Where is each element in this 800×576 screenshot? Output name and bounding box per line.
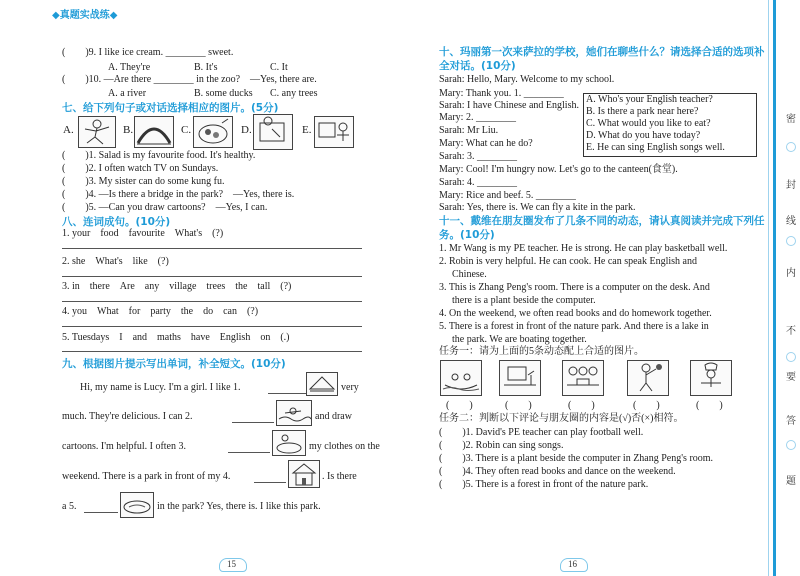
section-7-title: 七、给下列句子或对话选择相应的图片。(5分): [62, 102, 279, 114]
question-9: ( )9. I like ice cream. ________ sweet.: [62, 47, 234, 58]
blank-3[interactable]: [228, 452, 270, 453]
section-9-title: 九、根据图片提示写出单词，补全短文。(10分): [62, 358, 286, 370]
dialog-line-2: Mary: Thank you. 1. ________: [439, 88, 564, 99]
sec7-item-4: ( )4. —Is there a bridge in the park? —Yes, there is.: [62, 189, 295, 200]
dialog-line-9: Sarah: 4. ________: [439, 177, 518, 188]
blank-2[interactable]: [232, 422, 274, 423]
seal-char-8: 题: [786, 476, 796, 487]
house-picture: [288, 460, 320, 488]
sec8-item-4: 4. you What for party the do can (?): [62, 306, 259, 317]
passage-line-5a: a 5.: [62, 501, 77, 512]
post-3-cont: there is a plant beside the computer.: [452, 295, 596, 306]
post-5: 5. There is a forest in front of the nature park. And there is a lake in: [439, 321, 709, 332]
answer-line[interactable]: [62, 326, 362, 327]
seal-char-2: 封: [786, 180, 796, 191]
answer-line[interactable]: [62, 351, 362, 352]
passage-line-1b: very: [341, 382, 359, 393]
sec8-item-1: 1. your food favourite What's (?): [62, 228, 224, 239]
pic-label-a: A.: [63, 124, 74, 136]
swimming-picture: [276, 400, 312, 426]
option-b: B. Is there a park near here?: [586, 106, 699, 117]
sec8-item-2: 2. she What's like (?): [62, 256, 169, 267]
passage-line-4a: weekend. There is a park in front of my 4.: [62, 471, 231, 482]
passage-line-3b: my clothes on the: [309, 441, 380, 452]
answer-paren-1[interactable]: ( ): [446, 400, 473, 411]
blank-4[interactable]: [254, 482, 286, 483]
task2-item-3: ( )3. There is a plant beside the computer in Zhang Peng's room.: [439, 453, 714, 464]
post-2-cont: Chinese.: [452, 269, 487, 280]
task2-item-1: ( )1. David's PE teacher can play football well.: [439, 427, 644, 438]
answer-line[interactable]: [62, 248, 362, 249]
answer-paren-5[interactable]: ( ): [696, 400, 723, 411]
passage-line-1a: Hi, my name is Lucy. I'm a girl. I like 1.: [80, 382, 241, 393]
q10-option-c: C. any trees: [270, 88, 318, 99]
answer-line[interactable]: [62, 301, 362, 302]
dialog-line-3: Sarah: I have Chinese and English.: [439, 100, 579, 111]
passage-line-5b: in the park? Yes, there is. I like this park.: [157, 501, 321, 512]
pic-label-c: C.: [181, 124, 192, 136]
sec7-item-1: ( )1. Salad is my favourite food. It's healthy.: [62, 150, 256, 161]
pic-label-d: D.: [241, 124, 252, 136]
dialog-line-11: Sarah: Yes, there is. We can fly a kite in the park.: [439, 202, 636, 213]
seal-char-4: 内: [786, 268, 796, 279]
task-2-title: 任务二：判断以下评论与朋友圈的内容是(√)否(×)相符。: [439, 413, 684, 424]
option-a: A. Who's your English teacher?: [586, 94, 713, 105]
blank-1[interactable]: [268, 393, 306, 394]
post-3: 3. This is Zhang Peng's room. There is a computer on the desk. And: [439, 282, 710, 293]
cooking-picture: [690, 360, 732, 396]
q9-option-c: C. It: [270, 62, 288, 73]
answer-line[interactable]: [62, 276, 362, 277]
pic-label-b: B.: [123, 124, 134, 136]
sec7-item-5: ( )5. —Can you draw cartoons? —Yes, I can.: [62, 202, 268, 213]
task2-item-5: ( )5. There is a forest in front of the nature park.: [439, 479, 649, 490]
q10-option-b: B. some ducks: [194, 88, 253, 99]
page-number-16: 16: [568, 559, 577, 569]
task-1-title: 任务一：请为上面的5条动态配上合适的图片。: [439, 346, 644, 357]
passage-line-2a: much. They're delicious. I can 2.: [62, 411, 193, 422]
reading-together-picture: [562, 360, 604, 396]
kung-fu-picture: [78, 116, 116, 148]
section-8-title: 八、连词成句。(10分): [62, 216, 171, 228]
question-10: ( )10. —Are there ________ in the zoo? —Yes, there are.: [62, 74, 317, 85]
sec8-item-5: 5. Tuesdays I and maths have English on (.): [62, 332, 290, 343]
dialog-line-5: Sarah: Mr Liu.: [439, 125, 499, 136]
task2-item-2: ( )2. Robin can sing songs.: [439, 440, 564, 451]
page-number-15: 15: [227, 559, 236, 569]
seal-dot: [786, 440, 796, 450]
post-1: 1. Mr Wang is my PE teacher. He is strong. He can play basketball well.: [439, 243, 728, 254]
seal-char-5: 不: [786, 326, 796, 337]
seal-dot: [786, 352, 796, 362]
dialog-line-10: Mary: Rice and beef. 5. ________: [439, 190, 576, 201]
dialog-line-7: Sarah: 3. ________: [439, 151, 518, 162]
answer-paren-4[interactable]: ( ): [633, 400, 660, 411]
seal-line-thin: [768, 0, 769, 576]
seal-dot: [786, 236, 796, 246]
post-4: 4. On the weekend, we often read books and do homework together.: [439, 308, 712, 319]
q9-option-a: A. They're: [108, 62, 151, 73]
option-c: C. What would you like to eat?: [586, 118, 711, 129]
section-11-title: 十一、戴维在朋友圈发布了几条不同的动态，请认真阅读并完成下列任务。(10分): [439, 215, 765, 241]
seal-char-7: 答: [786, 416, 796, 427]
computer-room-picture: [499, 360, 541, 396]
salad-picture: [193, 116, 233, 148]
answer-paren-3[interactable]: ( ): [568, 400, 595, 411]
post-5-cont: the park. We are boating together.: [452, 334, 587, 345]
post-2: 2. Robin is very helpful. He can cook. He can speak English and: [439, 256, 697, 267]
page-header: ◆真题实战练◆: [52, 10, 118, 21]
basketball-picture: [627, 360, 669, 396]
seal-char-3: 线: [786, 216, 796, 227]
passage-line-3a: cartoons. I'm helpful. I often 3.: [62, 441, 186, 452]
dialog-line-8: Mary: Cool! I'm hungry now. Let's go to the canteen(食堂).: [439, 164, 678, 175]
passage-line-2b: and draw: [315, 411, 352, 422]
washing-clothes-picture: [272, 430, 306, 456]
answer-paren-2[interactable]: ( ): [505, 400, 532, 411]
sec8-item-3: 3. in there Are any village trees the tall (?): [62, 281, 292, 292]
dialog-line-4: Mary: 2. ________: [439, 112, 516, 123]
lake-picture: [120, 492, 154, 518]
seal-char-1: 密: [786, 114, 796, 125]
drawing-picture: [253, 114, 293, 150]
section-10-title-line-1: 十、玛丽第一次来萨拉的学校，她们在聊些什么？请选择合适的选项补全对话。(10分): [439, 46, 765, 72]
dialog-line-1: Sarah: Hello, Mary. Welcome to my school.: [439, 74, 615, 85]
seal-line: [773, 0, 776, 576]
sec7-item-3: ( )3. My sister can do some kung fu.: [62, 176, 225, 187]
bridge-picture: [134, 116, 174, 148]
dialog-line-6: Mary: What can he do?: [439, 138, 533, 149]
seal-char-6: 要: [786, 372, 796, 383]
option-e: E. He can sing English songs well.: [586, 142, 725, 153]
seal-dot: [786, 142, 796, 152]
option-d: D. What do you have today?: [586, 130, 701, 141]
blank-5[interactable]: [84, 512, 118, 513]
sandwich-picture: [306, 372, 338, 396]
watching-tv-picture: [314, 116, 354, 148]
passage-line-4b: . Is there: [322, 471, 357, 482]
q10-option-a: A. a river: [108, 88, 147, 99]
boating-picture: [440, 360, 482, 396]
sec7-item-2: ( )2. I often watch TV on Sundays.: [62, 163, 219, 174]
q9-option-b: B. It's: [194, 62, 218, 73]
pic-label-e: E.: [302, 124, 312, 136]
task2-item-4: ( )4. They often read books and dance on the weekend.: [439, 466, 676, 477]
